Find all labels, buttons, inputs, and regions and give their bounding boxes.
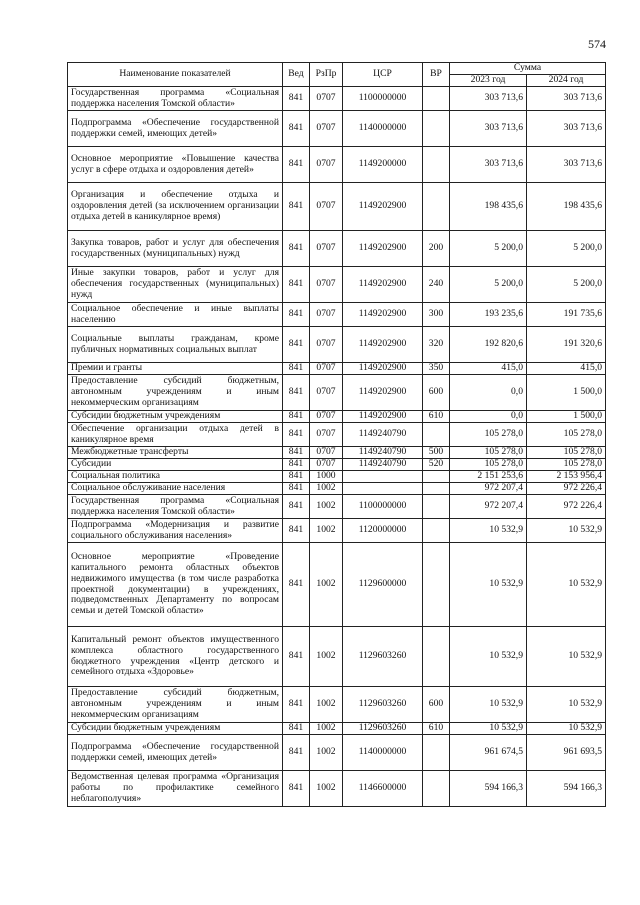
cell-name: Социальное обеспечение и иные выплаты населению — [68, 303, 283, 327]
cell-vr — [423, 495, 450, 519]
cell-y2024: 191 735,6 — [527, 303, 606, 327]
cell-name: Государственная программа «Социальная поддержка населения Томской области» — [68, 495, 283, 519]
table-row — [68, 423, 606, 447]
cell-y2023: 961 674,5 — [450, 735, 527, 771]
cell-ved: 841 — [283, 111, 310, 147]
cell-y2024: 5 200,0 — [527, 267, 606, 303]
cell-rzpr: 1002 — [310, 543, 343, 627]
cell-csr: 1149202900 — [343, 363, 423, 375]
cell-ved: 841 — [283, 231, 310, 267]
cell-y2023: 10 532,9 — [450, 627, 527, 687]
cell-y2024: 972 226,4 — [527, 495, 606, 519]
cell-csr: 1149202900 — [343, 303, 423, 327]
cell-vr — [423, 543, 450, 627]
cell-vr — [423, 111, 450, 147]
cell-y2024: 105 278,0 — [527, 459, 606, 471]
cell-csr: 1129603260 — [343, 687, 423, 723]
table-row — [68, 183, 606, 231]
cell-ved: 841 — [283, 543, 310, 627]
cell-rzpr: 1002 — [310, 771, 343, 807]
cell-vr: 300 — [423, 303, 450, 327]
cell-name: Иные закупки товаров, работ и услуг для обеспечения государственных (муниципальных) нужд — [68, 267, 283, 303]
cell-y2023: 193 235,6 — [450, 303, 527, 327]
cell-rzpr: 0707 — [310, 447, 343, 459]
cell-ved: 841 — [283, 735, 310, 771]
cell-y2024: 10 532,9 — [527, 543, 606, 627]
table-row — [68, 87, 606, 111]
cell-y2024: 10 532,9 — [527, 627, 606, 687]
cell-y2023: 10 532,9 — [450, 543, 527, 627]
cell-y2024: 594 166,3 — [527, 771, 606, 807]
cell-y2023: 198 435,6 — [450, 183, 527, 231]
cell-csr: 1100000000 — [343, 87, 423, 111]
cell-y2024: 10 532,9 — [527, 723, 606, 735]
cell-name: Социальная политика — [68, 471, 283, 483]
table-row — [68, 447, 606, 459]
table-row — [68, 627, 606, 687]
cell-name: Закупка товаров, работ и услуг для обеспечения государственных (муниципальных) нужд — [68, 231, 283, 267]
table-row — [68, 267, 606, 303]
cell-vr: 520 — [423, 459, 450, 471]
cell-y2023: 0,0 — [450, 375, 527, 411]
cell-name: Подпрограмма «Обеспечение государственной поддержки семей, имеющих детей» — [68, 735, 283, 771]
cell-y2023: 105 278,0 — [450, 423, 527, 447]
table-body — [68, 87, 606, 807]
table-row — [68, 459, 606, 471]
cell-rzpr: 1002 — [310, 723, 343, 735]
cell-rzpr: 0707 — [310, 327, 343, 363]
cell-y2024: 5 200,0 — [527, 231, 606, 267]
cell-name: Капитальный ремонт объектов имущественного комплекса областного государственного бюджетного учреждения «Центр детского и семейного отдыха «Здоровье» — [68, 627, 283, 687]
cell-rzpr: 0707 — [310, 411, 343, 423]
cell-rzpr: 0707 — [310, 375, 343, 411]
cell-csr: 1120000000 — [343, 519, 423, 543]
table-row — [68, 771, 606, 807]
table-row — [68, 471, 606, 483]
cell-csr: 1129600000 — [343, 543, 423, 627]
cell-csr: 1129603260 — [343, 723, 423, 735]
cell-ved: 841 — [283, 423, 310, 447]
cell-name: Межбюджетные трансферты — [68, 447, 283, 459]
cell-vr — [423, 183, 450, 231]
cell-vr — [423, 423, 450, 447]
cell-y2023: 2 151 253,6 — [450, 471, 527, 483]
cell-y2024: 105 278,0 — [527, 447, 606, 459]
cell-ved: 841 — [283, 495, 310, 519]
table-row — [68, 111, 606, 147]
cell-rzpr: 0707 — [310, 111, 343, 147]
cell-y2024: 2 153 956,4 — [527, 471, 606, 483]
cell-csr: 1149202900 — [343, 231, 423, 267]
cell-csr: 1140000000 — [343, 735, 423, 771]
cell-name: Обеспечение организации отдыха детей в каникулярное время — [68, 423, 283, 447]
header-name: Наименование показателей — [68, 63, 283, 87]
cell-vr: 610 — [423, 411, 450, 423]
cell-y2024: 10 532,9 — [527, 519, 606, 543]
cell-ved: 841 — [283, 519, 310, 543]
cell-y2023: 192 820,6 — [450, 327, 527, 363]
cell-rzpr: 0707 — [310, 147, 343, 183]
table-row — [68, 231, 606, 267]
cell-ved: 841 — [283, 411, 310, 423]
cell-ved: 841 — [283, 183, 310, 231]
cell-y2024: 198 435,6 — [527, 183, 606, 231]
table-row — [68, 327, 606, 363]
cell-name: Ведомственная целевая программа «Организация работы по профилактике семейного неблагополучия» — [68, 771, 283, 807]
cell-vr — [423, 87, 450, 111]
cell-name: Предоставление субсидий бюджетным, автономным учреждениям и иным некоммерческим организациям — [68, 375, 283, 411]
cell-name: Подпрограмма «Обеспечение государственной поддержки семей, имеющих детей» — [68, 111, 283, 147]
cell-name: Основное мероприятие «Повышение качества услуг в сфере отдыха и оздоровления детей» — [68, 147, 283, 183]
cell-ved: 841 — [283, 459, 310, 471]
cell-ved: 841 — [283, 87, 310, 111]
cell-rzpr: 1002 — [310, 483, 343, 495]
cell-y2024: 303 713,6 — [527, 87, 606, 111]
cell-vr — [423, 519, 450, 543]
cell-y2023: 105 278,0 — [450, 459, 527, 471]
cell-y2024: 303 713,6 — [527, 111, 606, 147]
cell-vr: 240 — [423, 267, 450, 303]
cell-ved: 841 — [283, 267, 310, 303]
cell-rzpr: 1002 — [310, 687, 343, 723]
table-row — [68, 735, 606, 771]
cell-y2023: 303 713,6 — [450, 147, 527, 183]
cell-ved: 841 — [283, 447, 310, 459]
table-row — [68, 363, 606, 375]
table-row — [68, 723, 606, 735]
page-number: 574 — [588, 37, 606, 51]
cell-y2024: 1 500,0 — [527, 411, 606, 423]
table-row — [68, 687, 606, 723]
cell-ved: 841 — [283, 687, 310, 723]
cell-vr — [423, 483, 450, 495]
cell-csr: 1129603260 — [343, 627, 423, 687]
header-2024: 2024 год — [527, 75, 606, 87]
cell-csr: 1149202900 — [343, 183, 423, 231]
cell-y2023: 0,0 — [450, 411, 527, 423]
cell-rzpr: 0707 — [310, 267, 343, 303]
cell-name: Государственная программа «Социальная поддержка населения Томской области» — [68, 87, 283, 111]
cell-name: Организация и обеспечение отдыха и оздоровления детей (за исключением организации отдыха детей в каникулярное время) — [68, 183, 283, 231]
cell-rzpr: 1000 — [310, 471, 343, 483]
cell-csr — [343, 483, 423, 495]
cell-y2023: 415,0 — [450, 363, 527, 375]
cell-vr — [423, 627, 450, 687]
cell-rzpr: 0707 — [310, 303, 343, 327]
cell-y2023: 303 713,6 — [450, 87, 527, 111]
table-row — [68, 483, 606, 495]
cell-name: Субсидии — [68, 459, 283, 471]
cell-csr: 1140000000 — [343, 111, 423, 147]
cell-rzpr: 1002 — [310, 495, 343, 519]
cell-y2024: 105 278,0 — [527, 423, 606, 447]
cell-rzpr: 1002 — [310, 519, 343, 543]
cell-y2023: 10 532,9 — [450, 519, 527, 543]
cell-vr — [423, 771, 450, 807]
table-row — [68, 147, 606, 183]
cell-y2024: 1 500,0 — [527, 375, 606, 411]
cell-vr: 200 — [423, 231, 450, 267]
cell-rzpr: 0707 — [310, 363, 343, 375]
cell-vr: 350 — [423, 363, 450, 375]
table-row — [68, 543, 606, 627]
cell-csr: 1149200000 — [343, 147, 423, 183]
cell-y2024: 415,0 — [527, 363, 606, 375]
cell-name: Подпрограмма «Модернизация и развитие социального обслуживания населения» — [68, 519, 283, 543]
cell-y2024: 191 320,6 — [527, 327, 606, 363]
cell-ved: 841 — [283, 375, 310, 411]
cell-csr — [343, 471, 423, 483]
cell-ved: 841 — [283, 771, 310, 807]
cell-name: Премии и гранты — [68, 363, 283, 375]
header-csr: ЦСР — [343, 63, 423, 87]
cell-vr: 320 — [423, 327, 450, 363]
cell-y2024: 972 226,4 — [527, 483, 606, 495]
cell-vr — [423, 147, 450, 183]
cell-y2023: 594 166,3 — [450, 771, 527, 807]
cell-rzpr: 1002 — [310, 735, 343, 771]
cell-rzpr: 0707 — [310, 231, 343, 267]
cell-csr: 1149202900 — [343, 327, 423, 363]
cell-y2024: 10 532,9 — [527, 687, 606, 723]
cell-csr: 1149202900 — [343, 267, 423, 303]
cell-y2023: 105 278,0 — [450, 447, 527, 459]
cell-vr — [423, 471, 450, 483]
cell-y2023: 10 532,9 — [450, 687, 527, 723]
cell-y2024: 303 713,6 — [527, 147, 606, 183]
table-row — [68, 495, 606, 519]
cell-y2023: 303 713,6 — [450, 111, 527, 147]
table-row — [68, 519, 606, 543]
header-sum: Сумма — [450, 63, 606, 75]
cell-y2023: 5 200,0 — [450, 267, 527, 303]
cell-y2023: 5 200,0 — [450, 231, 527, 267]
cell-ved: 841 — [283, 147, 310, 183]
cell-vr: 600 — [423, 375, 450, 411]
cell-rzpr: 0707 — [310, 183, 343, 231]
cell-name: Субсидии бюджетным учреждениям — [68, 723, 283, 735]
cell-vr: 500 — [423, 447, 450, 459]
cell-y2023: 10 532,9 — [450, 723, 527, 735]
cell-rzpr: 0707 — [310, 423, 343, 447]
cell-csr: 1149240790 — [343, 459, 423, 471]
cell-ved: 841 — [283, 363, 310, 375]
cell-csr: 1149240790 — [343, 447, 423, 459]
cell-vr — [423, 735, 450, 771]
cell-ved: 841 — [283, 471, 310, 483]
table-row — [68, 375, 606, 411]
header-vr: ВР — [423, 63, 450, 87]
header-rzpr: РзПр — [310, 63, 343, 87]
cell-ved: 841 — [283, 723, 310, 735]
cell-ved: 841 — [283, 483, 310, 495]
table-header — [68, 63, 606, 87]
cell-name: Основное мероприятие «Проведение капитального ремонта областных объектов недвижимого имущества (в том числе разработка проектной документации) в учреждениях, подведомственных Департаменту по вопросам семьи и детей Томской области» — [68, 543, 283, 627]
cell-rzpr: 0707 — [310, 459, 343, 471]
cell-name: Субсидии бюджетным учреждениям — [68, 411, 283, 423]
cell-csr: 1100000000 — [343, 495, 423, 519]
cell-ved: 841 — [283, 303, 310, 327]
cell-y2023: 972 207,4 — [450, 483, 527, 495]
cell-csr: 1149202900 — [343, 375, 423, 411]
header-ved: Вед — [283, 63, 310, 87]
cell-ved: 841 — [283, 327, 310, 363]
table-row — [68, 411, 606, 423]
budget-table — [67, 62, 606, 807]
cell-name: Социальные выплаты гражданам, кроме публичных нормативных социальных выплат — [68, 327, 283, 363]
cell-name: Предоставление субсидий бюджетным, автономным учреждениям и иным некоммерческим организациям — [68, 687, 283, 723]
header-2023: 2023 год — [450, 75, 527, 87]
cell-vr: 600 — [423, 687, 450, 723]
cell-rzpr: 1002 — [310, 627, 343, 687]
cell-ved: 841 — [283, 627, 310, 687]
cell-csr: 1146600000 — [343, 771, 423, 807]
cell-rzpr: 0707 — [310, 87, 343, 111]
cell-name: Социальное обслуживание населения — [68, 483, 283, 495]
cell-y2024: 961 693,5 — [527, 735, 606, 771]
table-row — [68, 303, 606, 327]
cell-csr: 1149240790 — [343, 423, 423, 447]
cell-csr: 1149202900 — [343, 411, 423, 423]
cell-y2023: 972 207,4 — [450, 495, 527, 519]
cell-vr: 610 — [423, 723, 450, 735]
